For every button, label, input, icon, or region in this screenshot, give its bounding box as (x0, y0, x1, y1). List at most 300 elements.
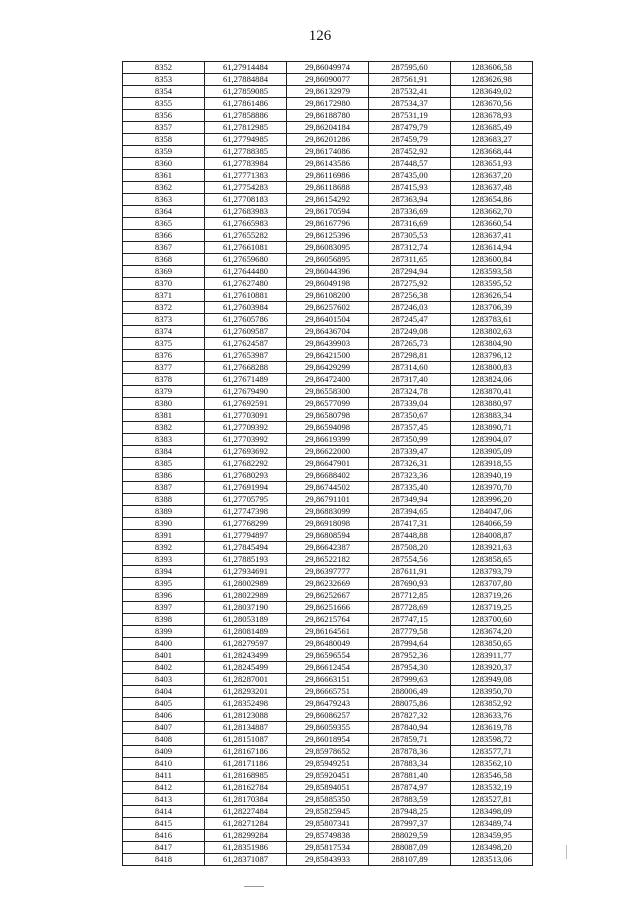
table-cell-x: 287452,92 (369, 146, 451, 158)
table-cell-x: 287997,37 (369, 818, 451, 830)
table-cell-lon: 29,85894051 (287, 782, 369, 794)
table-cell-x: 287324,78 (369, 386, 451, 398)
table-cell-lat: 61,27692591 (205, 398, 287, 410)
table-cell-lat: 61,28162784 (205, 782, 287, 794)
table-cell-x: 287311,65 (369, 254, 451, 266)
table-cell-lat: 61,27653987 (205, 350, 287, 362)
table-row (123, 326, 533, 338)
table-cell-lon: 29,86663151 (287, 674, 369, 686)
table-cell-point: 8361 (123, 170, 205, 182)
table-cell-lon: 29,86622000 (287, 446, 369, 458)
table-row (123, 758, 533, 770)
table-row (123, 62, 533, 74)
table-cell-point: 8373 (123, 314, 205, 326)
table-cell-lon: 29,86049198 (287, 278, 369, 290)
table-row (123, 578, 533, 590)
table-cell-lon: 29,85807341 (287, 818, 369, 830)
table-cell-lon: 29,86472400 (287, 374, 369, 386)
table-cell-y: 1283649,02 (451, 86, 533, 98)
table-cell-y: 1283614,94 (451, 242, 533, 254)
table-cell-point: 8408 (123, 734, 205, 746)
table-cell-lon: 29,86808594 (287, 530, 369, 542)
table-cell-point: 8394 (123, 566, 205, 578)
table-cell-lon: 29,86090077 (287, 74, 369, 86)
table-cell-lon: 29,86397777 (287, 566, 369, 578)
table-cell-point: 8398 (123, 614, 205, 626)
table-cell-point: 8364 (123, 206, 205, 218)
table-cell-lon: 29,86594098 (287, 422, 369, 434)
table-cell-y: 1283883,34 (451, 410, 533, 422)
table-cell-lat: 61,28271284 (205, 818, 287, 830)
table-cell-lat: 61,28053189 (205, 614, 287, 626)
table-cell-lon: 29,86665751 (287, 686, 369, 698)
table-row (123, 98, 533, 110)
table-cell-lat: 61,27754283 (205, 182, 287, 194)
table-row (123, 434, 533, 446)
table-cell-y: 1283577,71 (451, 746, 533, 758)
table-row (123, 110, 533, 122)
table-cell-y: 1283660,54 (451, 218, 533, 230)
table-cell-point: 8352 (123, 62, 205, 74)
table-cell-y: 1283654,86 (451, 194, 533, 206)
table-row (123, 302, 533, 314)
table-cell-x: 287747,15 (369, 614, 451, 626)
table-cell-lat: 61,27693692 (205, 446, 287, 458)
table-row (123, 374, 533, 386)
table-cell-y: 1283489,74 (451, 818, 533, 830)
table-cell-lon: 29,86108200 (287, 290, 369, 302)
table-cell-x: 287317,40 (369, 374, 451, 386)
table-cell-x: 287479,79 (369, 122, 451, 134)
table-cell-lon: 29,86174086 (287, 146, 369, 158)
table-row (123, 146, 533, 158)
table-cell-lon: 29,86619399 (287, 434, 369, 446)
table-cell-lon: 29,85843933 (287, 854, 369, 866)
table-cell-lon: 29,86642387 (287, 542, 369, 554)
table-cell-point: 8376 (123, 350, 205, 362)
table-row (123, 410, 533, 422)
scan-artifact-dash (244, 886, 264, 887)
table-cell-point: 8366 (123, 230, 205, 242)
table-cell-y: 1283662,70 (451, 206, 533, 218)
table-row (123, 602, 533, 614)
table-cell-y: 1283905,09 (451, 446, 533, 458)
table-cell-point: 8381 (123, 410, 205, 422)
table-cell-lat: 61,28037190 (205, 602, 287, 614)
table-cell-x: 287394,65 (369, 506, 451, 518)
table-cell-lon: 29,85825945 (287, 806, 369, 818)
table-cell-lat: 61,27680293 (205, 470, 287, 482)
table-cell-lon: 29,86059355 (287, 722, 369, 734)
table-cell-y: 1283793,79 (451, 566, 533, 578)
table-cell-x: 287690,93 (369, 578, 451, 590)
table-cell-y: 1284008,87 (451, 530, 533, 542)
table-row (123, 314, 533, 326)
table-cell-lon: 29,86257602 (287, 302, 369, 314)
scan-artifact-line (566, 845, 567, 859)
table-cell-x: 287611,91 (369, 566, 451, 578)
table-cell-y: 1284047,06 (451, 506, 533, 518)
table-cell-lon: 29,86172980 (287, 98, 369, 110)
table-cell-point: 8380 (123, 398, 205, 410)
table-cell-lon: 29,86429299 (287, 362, 369, 374)
table-cell-point: 8407 (123, 722, 205, 734)
table-cell-lat: 61,27668288 (205, 362, 287, 374)
table-cell-point: 8392 (123, 542, 205, 554)
table-cell-x: 287294,94 (369, 266, 451, 278)
table-cell-x: 287840,94 (369, 722, 451, 734)
table-cell-point: 8374 (123, 326, 205, 338)
table-cell-lat: 61,27885193 (205, 554, 287, 566)
table-row (123, 458, 533, 470)
table-cell-x: 287275,92 (369, 278, 451, 290)
table-cell-y: 1283870,41 (451, 386, 533, 398)
table-cell-x: 287952,36 (369, 650, 451, 662)
table-cell-y: 1283707,80 (451, 578, 533, 590)
table-cell-point: 8390 (123, 518, 205, 530)
coordinates-table (122, 61, 533, 866)
table-cell-lon: 29,86049974 (287, 62, 369, 74)
table-cell-lon: 29,86436704 (287, 326, 369, 338)
table-cell-lat: 61,27661081 (205, 242, 287, 254)
table-row (123, 614, 533, 626)
table-cell-y: 1283949,08 (451, 674, 533, 686)
table-cell-point: 8410 (123, 758, 205, 770)
table-cell-y: 1283700,60 (451, 614, 533, 626)
table-cell-lat: 61,28352498 (205, 698, 287, 710)
table-cell-point: 8386 (123, 470, 205, 482)
table-cell-point: 8359 (123, 146, 205, 158)
table-cell-lon: 29,85949251 (287, 758, 369, 770)
table-cell-lon: 29,86251666 (287, 602, 369, 614)
table-cell-point: 8416 (123, 830, 205, 842)
table-cell-lon: 29,86170594 (287, 206, 369, 218)
table-cell-lon: 29,85885350 (287, 794, 369, 806)
table-cell-y: 1283850,65 (451, 638, 533, 650)
table-row (123, 854, 533, 866)
table-cell-y: 1283824,06 (451, 374, 533, 386)
table-row (123, 722, 533, 734)
table-cell-x: 287350,67 (369, 410, 451, 422)
table-cell-y: 1283619,78 (451, 722, 533, 734)
table-cell-y: 1283920,37 (451, 662, 533, 674)
table-cell-x: 287883,59 (369, 794, 451, 806)
table-cell-x: 287316,69 (369, 218, 451, 230)
table-row (123, 734, 533, 746)
table-cell-point: 8388 (123, 494, 205, 506)
table-cell-lat: 61,27671489 (205, 374, 287, 386)
table-cell-point: 8384 (123, 446, 205, 458)
table-cell-y: 1283890,71 (451, 422, 533, 434)
table-cell-x: 287265,73 (369, 338, 451, 350)
table-cell-lat: 61,28081489 (205, 626, 287, 638)
table-row (123, 818, 533, 830)
table-cell-lon: 29,86421500 (287, 350, 369, 362)
table-cell-x: 287508,20 (369, 542, 451, 554)
table-cell-lat: 61,27884884 (205, 74, 287, 86)
table-cell-y: 1283918,55 (451, 458, 533, 470)
table-row (123, 254, 533, 266)
table-row (123, 554, 533, 566)
table-cell-lat: 61,27861486 (205, 98, 287, 110)
table-cell-x: 287878,36 (369, 746, 451, 758)
table-cell-point: 8379 (123, 386, 205, 398)
table-row (123, 230, 533, 242)
table-cell-lat: 61,27845494 (205, 542, 287, 554)
table-cell-x: 287827,32 (369, 710, 451, 722)
table-cell-y: 1283600,84 (451, 254, 533, 266)
table-cell-x: 288006,49 (369, 686, 451, 698)
table-row (123, 446, 533, 458)
table-cell-point: 8382 (123, 422, 205, 434)
table-cell-y: 1283706,39 (451, 302, 533, 314)
table-cell-y: 1283996,20 (451, 494, 533, 506)
table-cell-lon: 29,86918098 (287, 518, 369, 530)
table-cell-point: 8405 (123, 698, 205, 710)
table-cell-x: 287948,25 (369, 806, 451, 818)
table-cell-y: 1283459,95 (451, 830, 533, 842)
table-cell-y: 1283651,93 (451, 158, 533, 170)
table-cell-y: 1283637,48 (451, 182, 533, 194)
table-cell-x: 287448,57 (369, 158, 451, 170)
table-cell-point: 8354 (123, 86, 205, 98)
table-row (123, 746, 533, 758)
table-row (123, 362, 533, 374)
table-row (123, 74, 533, 86)
table-cell-lon: 29,86056895 (287, 254, 369, 266)
table-cell-x: 287339,04 (369, 398, 451, 410)
table-cell-lat: 61,28171186 (205, 758, 287, 770)
table-cell-x: 287245,47 (369, 314, 451, 326)
table-row (123, 566, 533, 578)
table-cell-y: 1283719,25 (451, 602, 533, 614)
table-cell-lat: 61,27605786 (205, 314, 287, 326)
table-cell-x: 287312,74 (369, 242, 451, 254)
table-row (123, 542, 533, 554)
table-cell-lat: 61,28227484 (205, 806, 287, 818)
table-cell-point: 8415 (123, 818, 205, 830)
table-cell-x: 287326,31 (369, 458, 451, 470)
coordinates-table-body (123, 62, 533, 866)
table-cell-lat: 61,27859085 (205, 86, 287, 98)
table-cell-lon: 29,86188780 (287, 110, 369, 122)
table-cell-lon: 29,86522182 (287, 554, 369, 566)
table-row (123, 830, 533, 842)
table-cell-x: 287415,93 (369, 182, 451, 194)
table-cell-x: 287459,79 (369, 134, 451, 146)
table-cell-x: 287417,31 (369, 518, 451, 530)
table-cell-x: 287554,56 (369, 554, 451, 566)
table-cell-lon: 29,85920451 (287, 770, 369, 782)
table-cell-lon: 29,86018954 (287, 734, 369, 746)
table-cell-lon: 29,86744502 (287, 482, 369, 494)
table-cell-lon: 29,86154292 (287, 194, 369, 206)
table-cell-lon: 29,85978652 (287, 746, 369, 758)
table-row (123, 422, 533, 434)
table-cell-x: 287859,71 (369, 734, 451, 746)
table-cell-point: 8406 (123, 710, 205, 722)
table-cell-point: 8353 (123, 74, 205, 86)
table-row (123, 806, 533, 818)
table-cell-point: 8391 (123, 530, 205, 542)
table-cell-x: 287728,69 (369, 602, 451, 614)
table-cell-point: 8365 (123, 218, 205, 230)
table-cell-lat: 61,27655282 (205, 230, 287, 242)
table-cell-point: 8418 (123, 854, 205, 866)
table-cell-point: 8414 (123, 806, 205, 818)
table-cell-point: 8395 (123, 578, 205, 590)
table-cell-lat: 61,27771383 (205, 170, 287, 182)
table-cell-x: 287256,38 (369, 290, 451, 302)
table-cell-lat: 61,27705795 (205, 494, 287, 506)
table-cell-point: 8411 (123, 770, 205, 782)
table-cell-point: 8368 (123, 254, 205, 266)
table-row (123, 470, 533, 482)
table-cell-y: 1283970,70 (451, 482, 533, 494)
table-row (123, 86, 533, 98)
table-cell-point: 8400 (123, 638, 205, 650)
table-cell-lat: 61,27659680 (205, 254, 287, 266)
table-cell-lat: 61,28243499 (205, 650, 287, 662)
table-row (123, 134, 533, 146)
table-cell-lon: 29,86580798 (287, 410, 369, 422)
table-cell-y: 1283880,97 (451, 398, 533, 410)
table-cell-lon: 29,86118688 (287, 182, 369, 194)
table-cell-point: 8378 (123, 374, 205, 386)
table-cell-x: 287335,40 (369, 482, 451, 494)
table-cell-lat: 61,27644480 (205, 266, 287, 278)
table-cell-point: 8402 (123, 662, 205, 674)
table-cell-point: 8397 (123, 602, 205, 614)
table-cell-lat: 61,27665983 (205, 218, 287, 230)
table-cell-lat: 61,28151087 (205, 734, 287, 746)
table-cell-lon: 29,86439903 (287, 338, 369, 350)
table-cell-lat: 61,27682292 (205, 458, 287, 470)
table-cell-x: 287298,81 (369, 350, 451, 362)
table-cell-point: 8370 (123, 278, 205, 290)
table-row (123, 662, 533, 674)
table-cell-point: 8412 (123, 782, 205, 794)
table-row (123, 398, 533, 410)
table-cell-y: 1283606,58 (451, 62, 533, 74)
table-cell-lon: 29,86086257 (287, 710, 369, 722)
table-cell-x: 287357,45 (369, 422, 451, 434)
table-cell-lat: 61,27609587 (205, 326, 287, 338)
table-cell-point: 8363 (123, 194, 205, 206)
table-cell-y: 1283562,10 (451, 758, 533, 770)
table-row (123, 158, 533, 170)
table-cell-lat: 61,27934691 (205, 566, 287, 578)
table-cell-y: 1283911,77 (451, 650, 533, 662)
table-cell-lat: 61,28167186 (205, 746, 287, 758)
table-cell-y: 1283802,63 (451, 326, 533, 338)
table-cell-y: 1283527,81 (451, 794, 533, 806)
table-cell-lon: 29,86577099 (287, 398, 369, 410)
table-cell-lat: 61,27691994 (205, 482, 287, 494)
table-cell-y: 1283674,20 (451, 626, 533, 638)
table-cell-lon: 29,86480049 (287, 638, 369, 650)
table-cell-lat: 61,27794897 (205, 530, 287, 542)
table-cell-point: 8393 (123, 554, 205, 566)
table-cell-y: 1283498,20 (451, 842, 533, 854)
table-cell-y: 1283637,41 (451, 230, 533, 242)
table-cell-x: 287534,37 (369, 98, 451, 110)
table-cell-x: 287712,85 (369, 590, 451, 602)
table-cell-lat: 61,27768299 (205, 518, 287, 530)
table-cell-lon: 29,86252667 (287, 590, 369, 602)
table-row (123, 506, 533, 518)
table-cell-point: 8417 (123, 842, 205, 854)
table-cell-y: 1283683,27 (451, 134, 533, 146)
table-row (123, 386, 533, 398)
table-row (123, 494, 533, 506)
table-cell-lon: 29,86044396 (287, 266, 369, 278)
table-cell-point: 8409 (123, 746, 205, 758)
table-cell-y: 1283532,19 (451, 782, 533, 794)
table-cell-y: 1283626,98 (451, 74, 533, 86)
table-cell-x: 287246,03 (369, 302, 451, 314)
table-cell-y: 1283513,06 (451, 854, 533, 866)
table-cell-lat: 61,28123088 (205, 710, 287, 722)
table-cell-point: 8357 (123, 122, 205, 134)
table-cell-x: 288075,86 (369, 698, 451, 710)
table-cell-point: 8403 (123, 674, 205, 686)
table-row (123, 266, 533, 278)
table-row (123, 638, 533, 650)
table-cell-point: 8355 (123, 98, 205, 110)
table-cell-y: 1283685,49 (451, 122, 533, 134)
table-cell-lat: 61,27610881 (205, 290, 287, 302)
table-cell-lat: 61,28287001 (205, 674, 287, 686)
table-row (123, 218, 533, 230)
table-row (123, 794, 533, 806)
table-cell-lat: 61,28002989 (205, 578, 287, 590)
table-row (123, 842, 533, 854)
table-cell-lon: 29,86215764 (287, 614, 369, 626)
table-cell-lon: 29,86083095 (287, 242, 369, 254)
table-cell-x: 287595,60 (369, 62, 451, 74)
table-cell-point: 8372 (123, 302, 205, 314)
table-row (123, 770, 533, 782)
page-number: 126 (308, 28, 332, 44)
table-cell-point: 8375 (123, 338, 205, 350)
table-cell-lat: 61,28245499 (205, 662, 287, 674)
table-cell-y: 1283858,65 (451, 554, 533, 566)
table-cell-point: 8369 (123, 266, 205, 278)
table-cell-x: 287779,58 (369, 626, 451, 638)
table-cell-lon: 29,86125396 (287, 230, 369, 242)
table-cell-x: 287561,91 (369, 74, 451, 86)
table-cell-y: 1283940,19 (451, 470, 533, 482)
table-cell-point: 8389 (123, 506, 205, 518)
table-cell-lat: 61,28168985 (205, 770, 287, 782)
table-cell-lon: 29,86883099 (287, 506, 369, 518)
table-cell-y: 1284066,59 (451, 518, 533, 530)
table-cell-lon: 29,86167796 (287, 218, 369, 230)
table-cell-lon: 29,86232669 (287, 578, 369, 590)
table-cell-lon: 29,86479243 (287, 698, 369, 710)
table-cell-x: 287874,97 (369, 782, 451, 794)
table-row (123, 206, 533, 218)
table-cell-lon: 29,86612454 (287, 662, 369, 674)
table-cell-x: 287305,53 (369, 230, 451, 242)
table-cell-point: 8399 (123, 626, 205, 638)
table-cell-y: 1283904,07 (451, 434, 533, 446)
table-cell-lat: 61,27683983 (205, 206, 287, 218)
table-cell-y: 1283633,76 (451, 710, 533, 722)
table-cell-lat: 61,27624587 (205, 338, 287, 350)
table-cell-x: 287314,60 (369, 362, 451, 374)
